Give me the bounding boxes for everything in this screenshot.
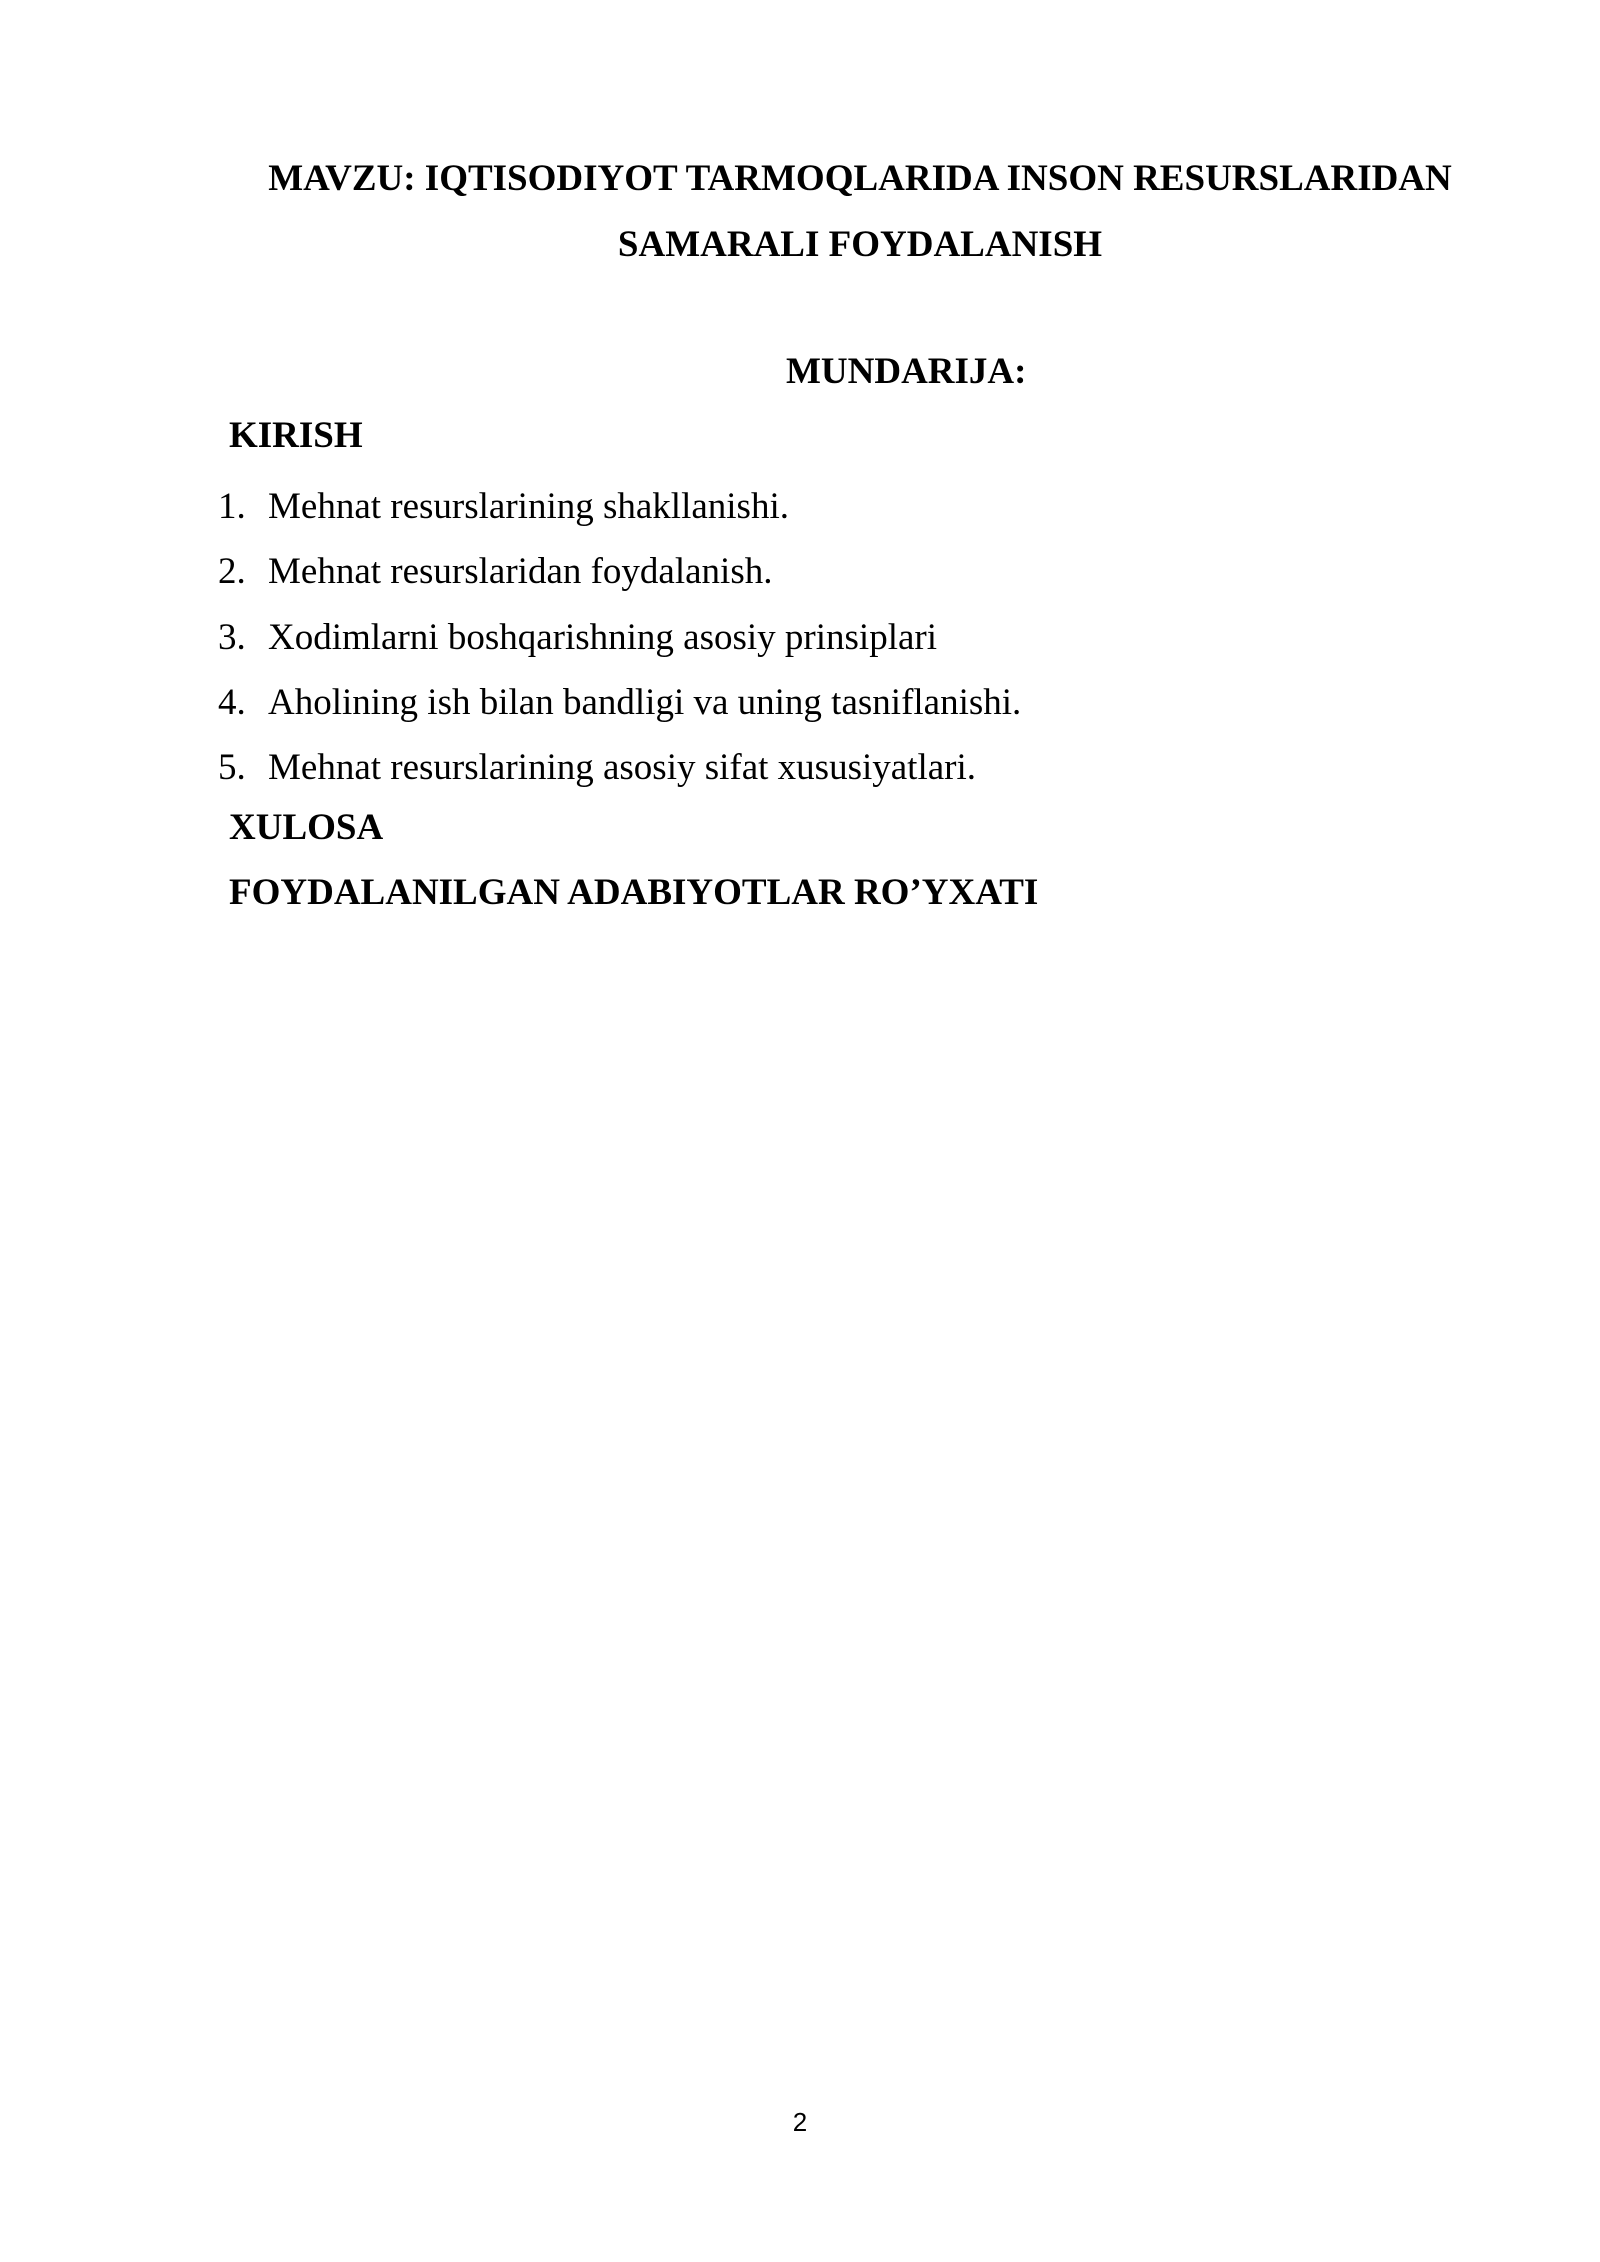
toc-item bbox=[218, 474, 1021, 539]
toc-item bbox=[218, 539, 1021, 604]
title-line-2: SAMARALI FOYDALANISH bbox=[617, 224, 1103, 265]
toc-item-text: Xodimlarni boshqarishning asosiy prinsiplari bbox=[268, 616, 938, 658]
toc-heading: MUNDARIJA: bbox=[786, 351, 1027, 392]
toc-item-text: Mehnat resurslaridan foydalanish. bbox=[268, 551, 773, 593]
toc-item-number: 2. bbox=[218, 551, 246, 593]
toc-item-number: 5. bbox=[218, 747, 246, 789]
toc-item bbox=[218, 735, 1021, 800]
toc-intro: KIRISH bbox=[229, 415, 363, 456]
toc-item-text: Aholining ish bilan bandligi va uning tasniflanishi. bbox=[268, 681, 1022, 723]
toc-item bbox=[218, 670, 1021, 735]
toc-item-text: Mehnat resurslarining asosiy sifat xususiyatlari. bbox=[268, 747, 977, 789]
toc-item-number: 4. bbox=[218, 681, 246, 723]
toc-list bbox=[218, 474, 1021, 800]
document-title bbox=[200, 146, 1520, 278]
page-number: 2 bbox=[792, 2107, 808, 2137]
title-line-1: MAVZU: IQTISODIYOT TARMOQLARIDA INSON RESURSLARIDAN bbox=[268, 158, 1452, 199]
toc-item-number: 3. bbox=[218, 616, 246, 658]
toc-item bbox=[218, 605, 1021, 670]
toc-conclusion: XULOSA bbox=[229, 807, 384, 848]
toc-item-number: 1. bbox=[218, 486, 246, 527]
toc-item-text: Mehnat resurslarining shakllanishi. bbox=[268, 486, 789, 527]
toc-references: FOYDALANILGAN ADABIYOTLAR RO’YXATI bbox=[229, 872, 1039, 913]
